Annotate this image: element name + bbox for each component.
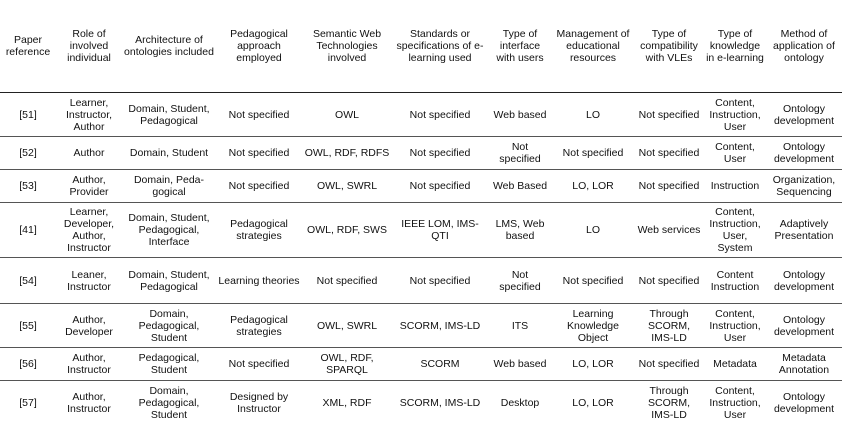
cell-compatibility: Not specified — [638, 108, 700, 121]
cell-architecture: Domain, Pedagogical, Student — [138, 307, 200, 344]
cell-semantic-web: Not specified — [316, 274, 378, 287]
table-row — [0, 304, 842, 348]
cell-management: Not specified — [562, 274, 624, 287]
cell-interface: Web based — [493, 358, 547, 370]
cell-method: Ontology development — [773, 390, 835, 415]
cell-standards: Not specified — [409, 108, 471, 121]
cell-standards: Not specified — [409, 274, 471, 287]
cell-management: LO, LOR — [572, 180, 614, 192]
cell-interface: Not specified — [499, 268, 541, 293]
cell-interface: Not specified — [499, 141, 541, 165]
cell-standards: IEEE LOM, IMS-QTI — [401, 218, 479, 242]
table-row — [0, 381, 842, 425]
cell-semantic-web: XML, RDF — [322, 396, 372, 409]
cell-role: Learner, Developer, Author, Instructor — [63, 206, 115, 254]
cell-interface: Web Based — [492, 180, 548, 192]
cell-standards: SCORM, IMS-LD — [399, 319, 481, 332]
cell-architecture: Domain, Student, Pedagogical, Interface — [128, 212, 210, 248]
cell-semantic-web: OWL, RDF, SWS — [307, 224, 387, 236]
table-row — [0, 203, 842, 258]
cell-knowledge: Content, User — [715, 141, 755, 165]
cell-management: Not specified — [562, 147, 624, 159]
cell-method: Ontology development — [773, 268, 835, 293]
cell-architecture: Pedagogical, Student — [138, 352, 200, 376]
cell-knowledge: Instruction — [710, 180, 760, 192]
cell-compatibility: Web services — [637, 224, 701, 236]
cell-interface: Desktop — [500, 396, 540, 409]
cell-architecture: Domain, Student, Pedagogical — [128, 268, 210, 293]
cell-management: LO, LOR — [572, 396, 614, 409]
table-row — [0, 137, 842, 170]
cell-reference: [52] — [19, 147, 37, 159]
cell-architecture: Domain, Peda-gogical — [133, 174, 205, 198]
cell-knowledge: Content, Instruction, User — [709, 384, 761, 421]
header-architecture: Architecture of ontologies included — [124, 34, 214, 58]
cell-management: Learning Knowledge Object — [567, 307, 619, 344]
header-method: Method of application of ontology — [773, 28, 835, 64]
header-standards: Standards or specifications of e-learning used — [396, 28, 484, 64]
cell-method: Organization, Sequencing — [772, 174, 836, 198]
cell-knowledge: Content, Instruction, User — [709, 96, 761, 133]
cell-knowledge: Content, Instruction, User, System — [709, 206, 761, 254]
cell-semantic-web: OWL, SWRL — [316, 180, 378, 192]
cell-interface: ITS — [511, 319, 529, 332]
cell-pedagogical: Pedagogical strategies — [230, 218, 288, 242]
cell-semantic-web: OWL — [335, 108, 359, 121]
cell-method: Metadata Annotation — [778, 352, 830, 376]
cell-reference: [51] — [19, 108, 37, 121]
header-management: Management of educational resources — [556, 28, 630, 64]
cell-role: Author — [73, 147, 105, 159]
header-role: Role of involved individual — [67, 28, 111, 64]
header-interface: Type of interface with users — [496, 28, 544, 64]
cell-method: Adaptively Presentation — [774, 218, 834, 242]
table-row — [0, 93, 842, 137]
cell-knowledge: Content Instruction — [710, 268, 760, 293]
cell-architecture: Domain, Pedagogical, Student — [138, 384, 200, 421]
header-knowledge: Type of knowledge in e-learning — [706, 28, 764, 64]
cell-reference: [56] — [19, 358, 37, 370]
cell-architecture: Domain, Student, Pedagogical — [128, 102, 210, 127]
cell-management: LO — [585, 108, 600, 121]
table-row — [0, 348, 842, 381]
header-paper-reference: Paper reference — [5, 34, 51, 58]
cell-knowledge: Metadata — [713, 358, 757, 370]
cell-interface: LMS, Web based — [495, 218, 545, 242]
cell-reference: [57] — [19, 396, 37, 409]
cell-semantic-web: OWL, RDF, RDFS — [304, 147, 390, 159]
cell-standards: Not specified — [409, 147, 471, 159]
cell-compatibility: Not specified — [638, 180, 700, 192]
cell-pedagogical: Learning theories — [218, 274, 300, 287]
cell-interface: Web based — [493, 108, 547, 121]
cell-compatibility: Through SCORM, IMS-LD — [648, 307, 690, 344]
cell-role: Author, Instructor — [67, 352, 111, 376]
cell-method: Ontology development — [773, 313, 835, 338]
cell-standards: SCORM — [420, 358, 460, 370]
table-row — [0, 170, 842, 203]
cell-semantic-web: OWL, SWRL — [316, 319, 378, 332]
cell-role: Author, Instructor — [67, 390, 111, 415]
cell-role: Learner, Instructor, Author — [65, 96, 113, 133]
cell-compatibility: Through SCORM, IMS-LD — [648, 384, 690, 421]
cell-compatibility: Not specified — [638, 147, 700, 159]
cell-knowledge: Content, Instruction, User — [709, 307, 761, 344]
cell-role: Leaner, Instructor — [67, 268, 111, 293]
cell-pedagogical: Not specified — [228, 358, 290, 370]
cell-architecture: Domain, Student — [129, 147, 209, 159]
cell-method: Ontology development — [773, 102, 835, 127]
cell-method: Ontology development — [773, 141, 835, 165]
header-row — [0, 0, 842, 93]
header-compatibility: Type of compatibility with VLEs — [640, 28, 698, 64]
cell-reference: [53] — [19, 180, 37, 192]
cell-standards: SCORM, IMS-LD — [399, 396, 481, 409]
cell-reference: [41] — [19, 224, 37, 236]
cell-role: Author, Developer — [65, 313, 113, 338]
cell-compatibility: Not specified — [638, 274, 700, 287]
cell-pedagogical: Not specified — [228, 108, 290, 121]
cell-management: LO — [585, 224, 600, 236]
cell-reference: [54] — [19, 274, 37, 287]
cell-standards: Not specified — [409, 180, 471, 192]
cell-management: LO, LOR — [572, 358, 614, 370]
table-row — [0, 258, 842, 304]
header-pedagogical-approach: Pedagogical approach employed — [230, 28, 288, 64]
cell-pedagogical: Not specified — [228, 180, 290, 192]
cell-compatibility: Not specified — [638, 358, 700, 370]
cell-semantic-web: OWL, RDF, SPARQL — [320, 352, 374, 376]
header-semantic-web: Semantic Web Technologies involved — [312, 28, 382, 64]
cell-pedagogical: Not specified — [228, 147, 290, 159]
cell-pedagogical: Designed by Instructor — [229, 390, 289, 415]
cell-pedagogical: Pedagogical strategies — [230, 313, 288, 338]
cell-role: Author, Provider — [69, 174, 109, 198]
cell-reference: [55] — [19, 319, 37, 332]
